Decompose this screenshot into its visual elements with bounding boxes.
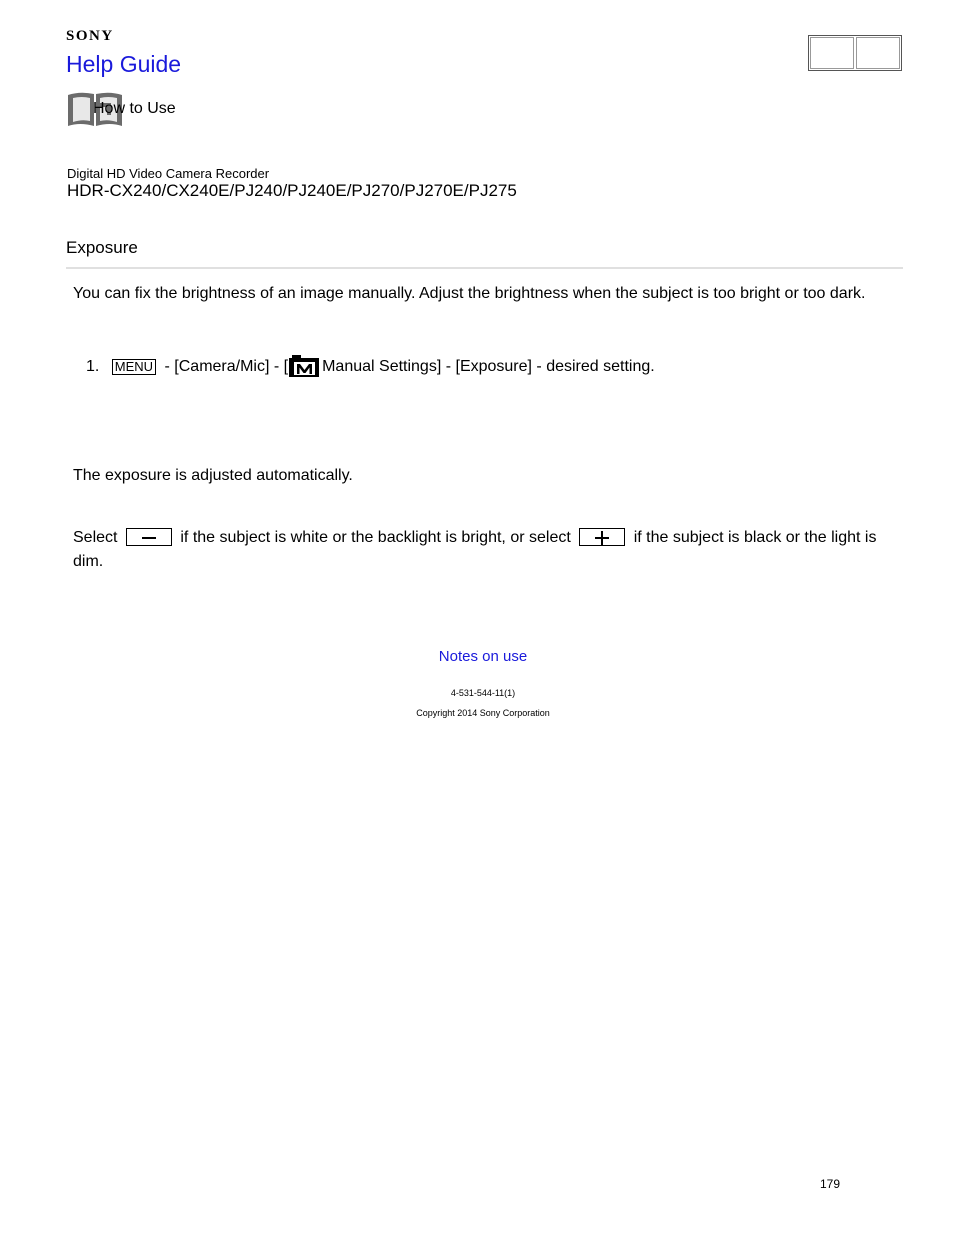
title-divider (66, 267, 903, 269)
sony-logo: SONY (66, 28, 114, 44)
category-label[interactable]: How to Use (93, 100, 176, 117)
manual-description (73, 526, 893, 574)
manual-text-post: if the subject is black or the light is dim. (73, 529, 877, 570)
manual-settings-icon (288, 355, 320, 377)
page-title: Exposure (66, 238, 138, 257)
intro-paragraph: You can fix the brightness of an image manually. Adjust the brightness when the subject is too bright or too dark. (73, 285, 866, 302)
auto-description: The exposure is adjusted automatically. (73, 467, 353, 484)
menu-key-icon: MENU (112, 359, 156, 375)
plus-key-icon (579, 528, 625, 546)
document-code: 4-531-544-11(1) (450, 688, 516, 698)
step-text-part1: - [Camera/Mic] - [ (160, 358, 289, 375)
help-guide-title[interactable]: Help Guide (66, 51, 182, 77)
procedure-step (86, 355, 906, 379)
product-line: Digital HD Video Camera Recorder (67, 166, 270, 181)
minus-key-icon (126, 528, 172, 546)
page-number: 179 (820, 1177, 841, 1191)
step-number: 1. (86, 358, 100, 375)
step-text-part2: Manual Settings] - [Exposure] - desired setting. (322, 358, 655, 375)
notes-on-use-link[interactable]: Notes on use (438, 648, 528, 665)
copyright-notice: Copyright 2014 Sony Corporation (416, 708, 550, 718)
page-navigation (808, 35, 902, 71)
manual-text-mid: if the subject is white or the backlight is bright, or select (180, 529, 571, 546)
model-list: HDR-CX240/CX240E/PJ240/PJ240E/PJ270/PJ270E/PJ275 (67, 181, 517, 200)
previous-page-button[interactable] (810, 37, 854, 69)
next-page-button[interactable] (856, 37, 900, 69)
manual-text-pre: Select (73, 529, 118, 546)
